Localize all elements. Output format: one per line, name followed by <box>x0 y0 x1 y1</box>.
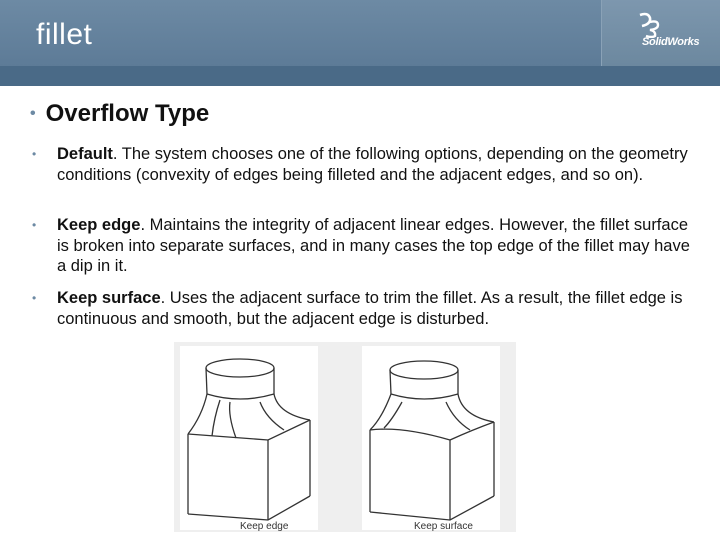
item-text: . The system chooses one of the following options, depending on the geometry conditions (convexity of edges being filleted and the adjacent edges, and so on). <box>57 145 688 184</box>
keep-surface-drawing <box>362 346 500 530</box>
fillet-comparison-figure <box>174 342 516 532</box>
slide-title: fillet <box>36 18 93 51</box>
list-item-default <box>32 144 697 185</box>
item-text: . Maintains the integrity of adjacent linear edges. However, the fillet surface is broken into separate surfaces, and in many cases the top edge of the fillet may have a dip in it. <box>57 216 690 275</box>
caption-keep-surface: Keep surface <box>414 521 473 532</box>
bullet-icon: • <box>32 291 37 305</box>
list-item-keep-edge <box>32 215 697 277</box>
ds-logo-icon <box>634 12 664 38</box>
bullet-icon: • <box>32 147 37 161</box>
keep-edge-drawing <box>180 346 318 530</box>
keep-edge-panel <box>180 346 318 530</box>
bullet-icon: • <box>30 105 36 122</box>
keep-surface-panel <box>362 346 500 530</box>
main-heading <box>30 100 209 128</box>
heading-text: Overflow Type <box>45 100 210 127</box>
title-bar <box>0 0 720 66</box>
bullet-icon: • <box>32 218 37 232</box>
item-text: . Uses the adjacent surface to trim the fillet. As a result, the fillet edge is continuous and smooth, but the adjacent edge is disturbed. <box>57 289 683 328</box>
solidworks-logo <box>601 0 720 66</box>
caption-keep-edge: Keep edge <box>240 521 289 532</box>
item-term: Default <box>57 145 113 163</box>
solidworks-logo-text: SolidWorks <box>642 36 700 48</box>
item-term: Keep edge <box>57 216 141 234</box>
list-item-keep-surface <box>32 288 697 329</box>
header-band <box>0 66 720 86</box>
item-term: Keep surface <box>57 289 161 307</box>
